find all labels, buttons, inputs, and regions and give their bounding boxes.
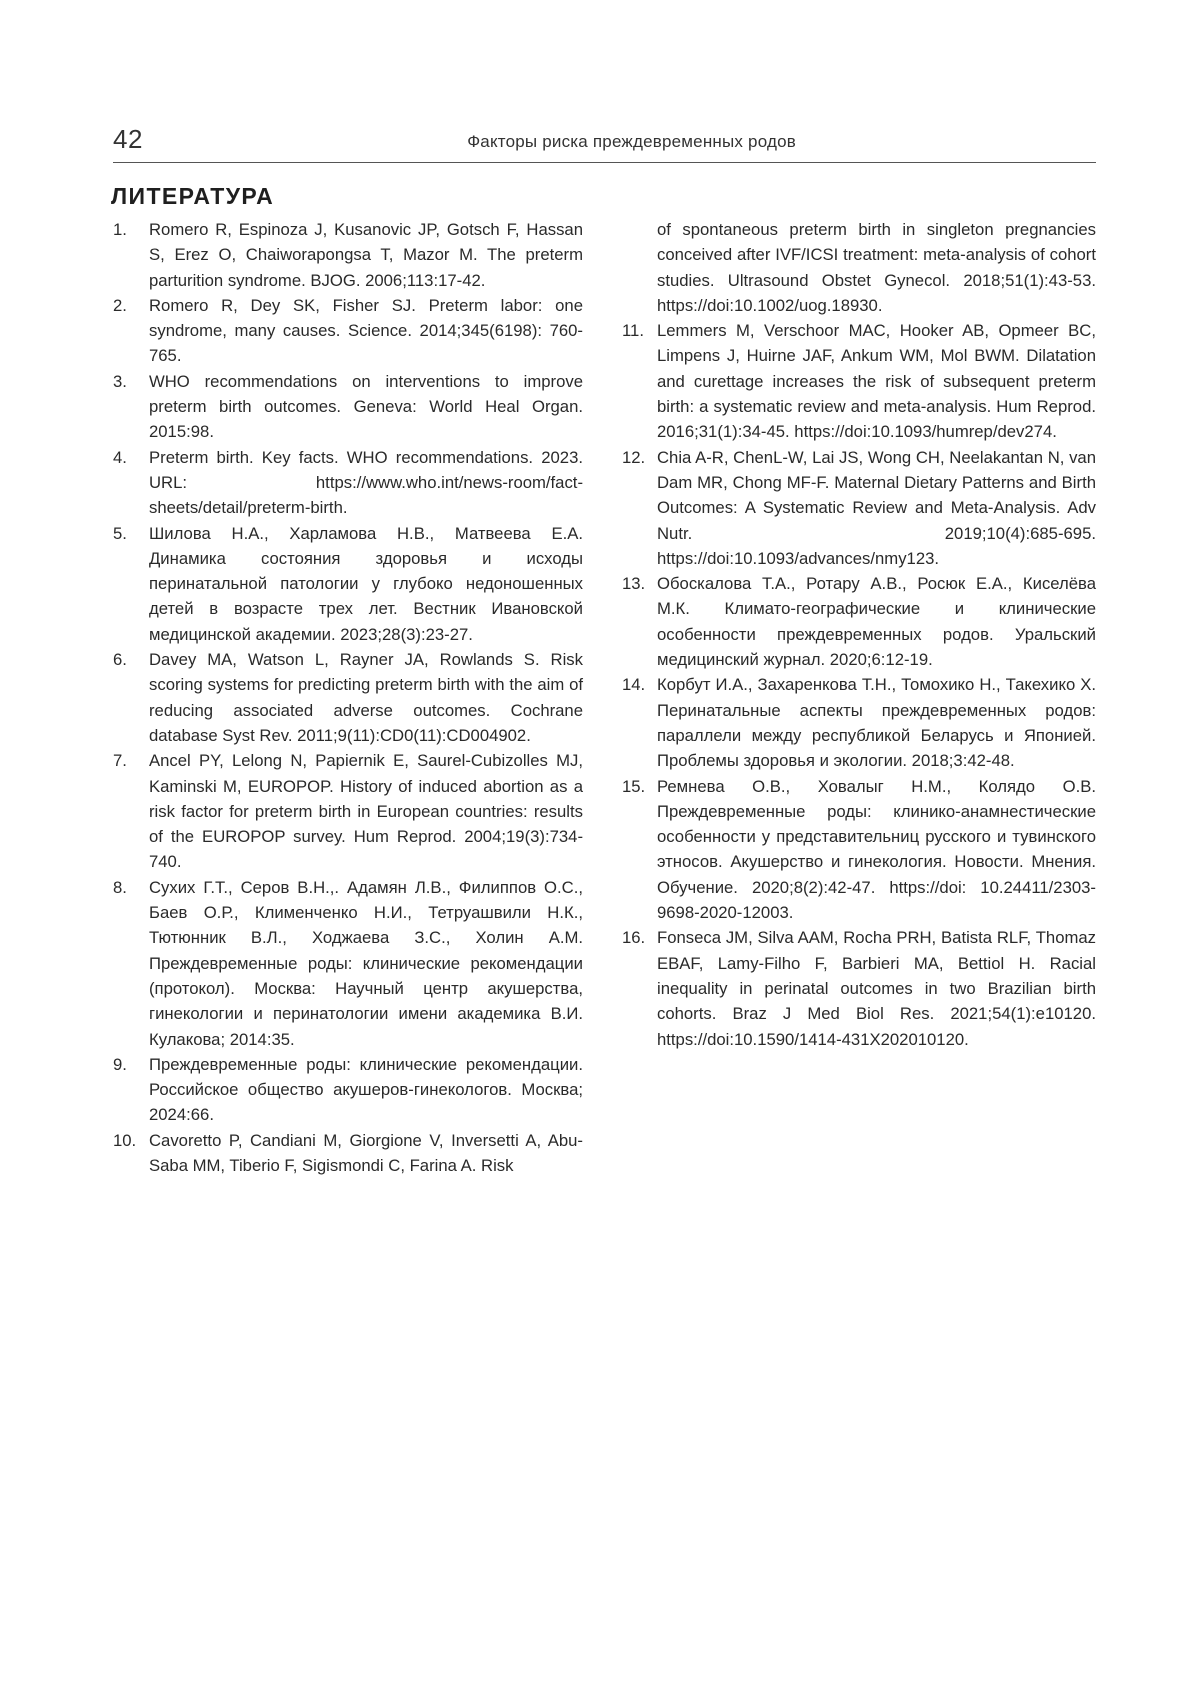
page-header bbox=[113, 122, 1096, 163]
reference-item bbox=[113, 445, 583, 521]
reference-item-continuation bbox=[622, 217, 1096, 318]
reference-text: Lemmers M, Verschoor MAC, Hooker AB, Opmeer BC, Limpens J, Huirne JAF, Ankum WM, Mol BWM. Dilatation and curettage increases the risk of subsequent preterm birth: a systematic review and meta-analysis. Hum Reprod. 2016;31(1):34-45. https://doi:10.1093/humrep/dev274. bbox=[657, 321, 1096, 442]
reference-text: Корбут И.А., Захаренкова Т.Н., Томохико Н., Такехико Х. Перинатальные аспекты преждевременных родов: параллели между республикой Беларусь и Японией. Проблемы здоровья и экологии. 2018;3:42-48. bbox=[657, 675, 1096, 771]
reference-number: 1. bbox=[113, 220, 127, 239]
reference-number: 7. bbox=[113, 751, 127, 771]
references-column-left bbox=[113, 217, 583, 1178]
reference-number: 11. bbox=[622, 321, 644, 341]
reference-text: Ancel PY, Lelong N, Papiernik E, Saurel-Cubizolles MJ, Kaminski M, EUROPOP. History of induced abortion as a risk factor for preterm birth in European countries: results of the EUROPOP survey. Hum Reprod. 2004;19(3):734-740. bbox=[149, 751, 583, 872]
running-title: Факторы риска преждевременных родов bbox=[467, 132, 796, 151]
reference-number: 12. bbox=[622, 447, 646, 467]
reference-number: 16. bbox=[622, 928, 646, 948]
reference-text: Fonseca JM, Silva AAM, Rocha PRH, Batista RLF, Thomaz EBAF, Lamy-Filho F, Barbieri MA, Bettiol H. Racial inequality in perinatal outcomes in two Brazilian birth cohorts. Braz J Med Biol Res. 2021;54(1):e10120. https://doi:10.1590/1414-431X202010120. bbox=[657, 928, 1096, 1049]
reference-number: 3. bbox=[113, 371, 127, 391]
reference-number: 10. bbox=[113, 1130, 137, 1150]
reference-item bbox=[113, 369, 583, 445]
reference-item bbox=[113, 647, 583, 748]
reference-number: 5. bbox=[113, 523, 127, 543]
reference-number: 6. bbox=[113, 650, 127, 670]
reference-number: 8. bbox=[113, 877, 127, 897]
reference-item bbox=[622, 318, 1096, 444]
reference-item bbox=[113, 748, 583, 874]
reference-number: 14. bbox=[622, 675, 646, 695]
references-column-right bbox=[622, 217, 1096, 1052]
reference-text: Romero R, Espinoza J, Kusanovic JP, Gotsch F, Hassan S, Erez O, Chaiworapongsa T, Mazor M. The preterm parturition syndrome. BJOG. 2006;113:17-42. bbox=[149, 220, 583, 290]
reference-text: Преждевременные роды: клинические рекомендации. Российское общество акушеров-гинекологов. Москва; 2024:66. bbox=[149, 1054, 583, 1125]
reference-item bbox=[622, 774, 1096, 926]
reference-item bbox=[113, 875, 583, 1052]
reference-number: 4. bbox=[113, 447, 127, 467]
reference-text: Chia A-R, ChenL-W, Lai JS, Wong CH, Neelakantan N, van Dam MR, Chong MF-F. Maternal Dietary Patterns and Birth Outcomes: A Systematic Review and Meta-Analysis. Adv Nutr. 2019;10(4):685-695. https://doi:10.1093/advances/nmy123. bbox=[657, 447, 1096, 568]
reference-item bbox=[622, 672, 1096, 773]
reference-item bbox=[113, 293, 583, 369]
reference-number: 15. bbox=[622, 776, 646, 796]
section-heading: ЛИТЕРАТУРА bbox=[111, 183, 275, 209]
reference-text: Cavoretto P, Candiani M, Giorgione V, Inversetti A, Abu-Saba MM, Tiberio F, Sigismondi C, Farina A. Risk bbox=[149, 1130, 583, 1175]
reference-item bbox=[622, 445, 1096, 571]
reference-text: WHO recommendations on interventions to improve preterm birth outcomes. Geneva: World Heal Organ. 2015:98. bbox=[149, 371, 583, 442]
reference-item bbox=[113, 217, 583, 293]
reference-item bbox=[113, 1128, 583, 1179]
reference-item bbox=[622, 571, 1096, 672]
reference-number: 2. bbox=[113, 295, 127, 315]
reference-text: Ремнева О.В., Ховалыг Н.М., Колядо О.В. Преждевременные роды: клинико-анамнестические особенности у представительниц русского и тувинского этносов. Акушерство и гинекология. Новости. Мнения. Обучение. 2020;8(2):42-47. https://doi: 10.24411/2303-9698-2020-12003. bbox=[657, 776, 1096, 923]
reference-item bbox=[622, 925, 1096, 1051]
reference-item bbox=[113, 1052, 583, 1128]
reference-text: Обоскалова Т.А., Ротару А.В., Росюк Е.А., Киселёва М.К. Климато-географические и клинические особенности преждевременных родов. Уральский медицинский журнал. 2020;6:12-19. bbox=[657, 574, 1096, 670]
reference-text: of spontaneous preterm birth in singleton pregnancies conceived after IVF/ICSI treatment: meta-analysis of cohort studies. Ultrasound Obstet Gynecol. 2018;51(1):43-53. https://doi:10.1002/uog.18930. bbox=[657, 220, 1096, 315]
reference-text: Preterm birth. Key facts. WHO recommendations. 2023. URL: https://www.who.int/news-room/fact-sheets/detail/preterm-birth. bbox=[149, 447, 583, 518]
reference-text: Шилова Н.А., Харламова Н.В., Матвеева Е.А. Динамика состояния здоровья и исходы перинатальной патологии у глубоко недоношенных детей в возрасте трех лет. Вестник Ивановской медицинской академии. 2023;28(3):23-27. bbox=[149, 523, 583, 644]
reference-text: Сухих Г.Т., Серов В.Н.,. Адамян Л.В., Филиппов О.С., Баев О.Р., Клименченко Н.И., Тетруашвили Н.К., Тютюнник В.Л., Ходжаева З.С., Холин А.М. Преждевременные роды: клинические рекомендации (протокол). Москва: Научный центр акушерства, гинекологии и перинатологии имени академика В.И. Кулакова; 2014:35. bbox=[149, 877, 583, 1049]
reference-text: Davey MA, Watson L, Rayner JA, Rowlands S. Risk scoring systems for predicting preterm birth with the aim of reducing associated adverse outcomes. Cochrane database Syst Rev. 2011;9(11):CD0(11):CD004902. bbox=[149, 650, 583, 745]
reference-number: 9. bbox=[113, 1054, 127, 1074]
page-number: 42 bbox=[113, 124, 143, 154]
reference-text: Romero R, Dey SK, Fisher SJ. Preterm labor: one syndrome, many causes. Science. 2014;345(6198): 760-765. bbox=[149, 295, 583, 366]
reference-item bbox=[113, 521, 583, 647]
reference-number: 13. bbox=[622, 574, 646, 594]
